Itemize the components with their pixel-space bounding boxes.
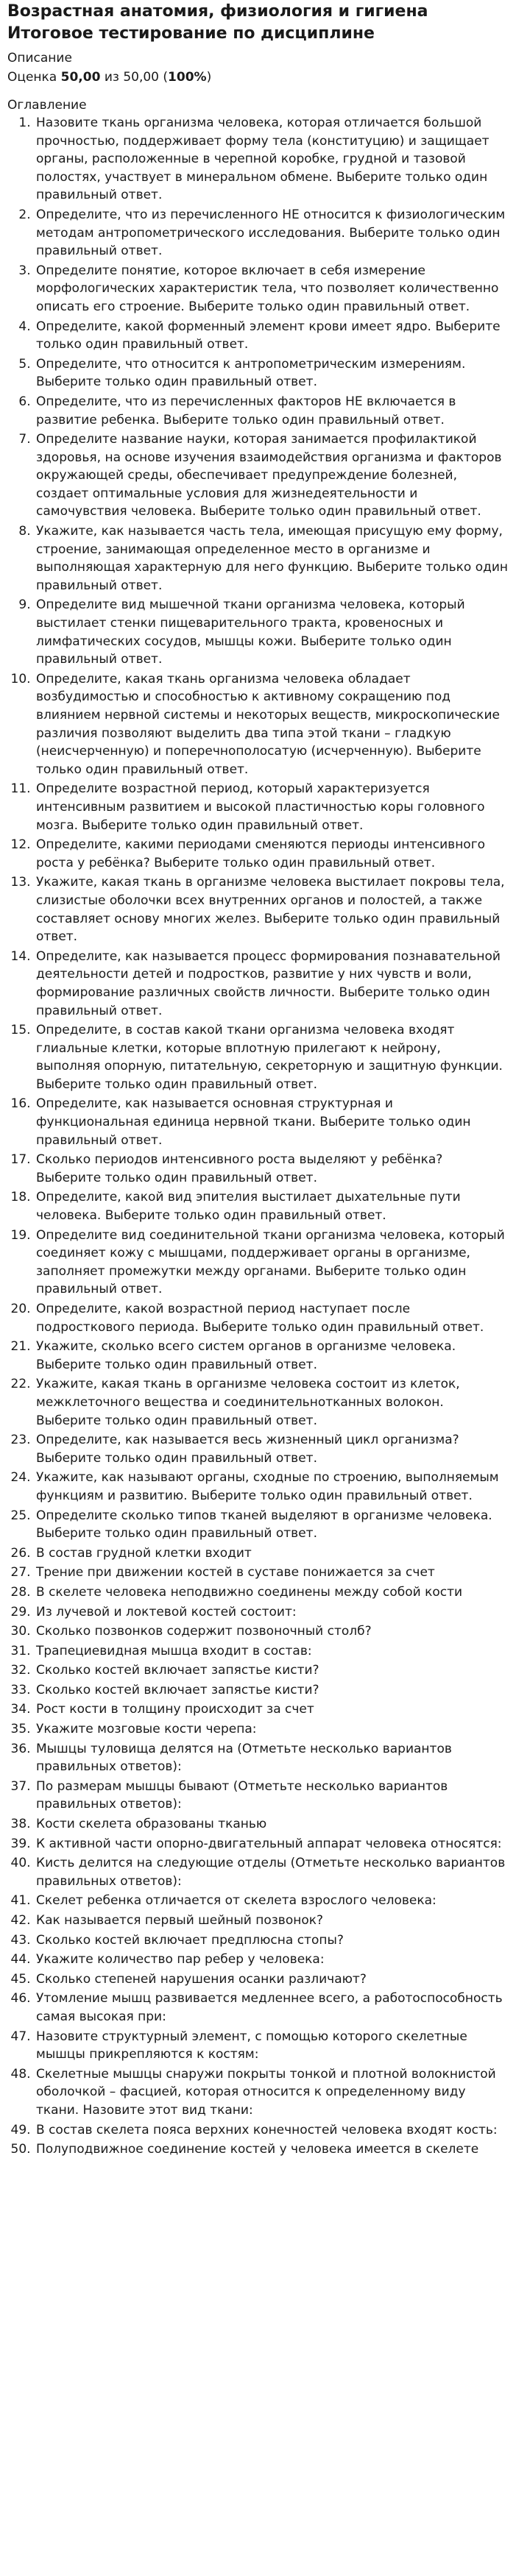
toc-item[interactable]: 17. Сколько периодов интенсивного роста выделяют у ребёнка? Выберите только один правильный ответ.: [35, 1151, 509, 1187]
toc-item[interactable]: 24. Укажите, как называют органы, сходные по строению, выполняемым функциям и развитию. Выберите только один правильный ответ.: [35, 1469, 509, 1505]
toc-list: [7, 114, 509, 2159]
toc-label: Оглавление: [7, 98, 87, 113]
toc-item[interactable]: 1. Назовите ткань организма человека, которая отличается большой прочностью, поддерживает форму тела (конституцию) и защищает органы, расположенные в черепной коробке, грудной и тазовой полостях, участвует в минеральном обмене. Выберите только один правильный ответ.: [35, 114, 509, 205]
toc-item[interactable]: 22. Укажите, какая ткань в организме человека состоит из клеток, межклеточного вещества и соединительнотканных волокон. Выберите только один правильный ответ.: [35, 1375, 509, 1430]
grade-score: 50,00: [60, 70, 101, 85]
toc-item[interactable]: 9. Определите вид мышечной ткани организма человека, который выстилает стенки пищеварительного тракта, кровеносных и лимфатических сосудов, мышцы кожи. Выберите только один правильный ответ.: [35, 596, 509, 668]
toc-item[interactable]: 3. Определите понятие, которое включает в себя измерение морфологических характеристик тела, что позволяет количественно описать его строение. Выберите только один правильный ответ.: [35, 262, 509, 316]
toc-item[interactable]: 41. Скелет ребенка отличается от скелета взрослого человека:: [35, 1892, 509, 1910]
page-title: Возрастная анатомия, физиология и гигиена Итоговое тестирование по дисциплине: [7, 2, 428, 43]
toc-item[interactable]: 45. Сколько степеней нарушения осанки различают?: [35, 1970, 509, 1989]
toc-item[interactable]: 5. Определите, что относится к антропометрическим измерениям. Выберите только один правильный ответ.: [35, 355, 509, 391]
toc-item[interactable]: 11. Определите возрастной период, который характеризуется интенсивным развитием и высокой пластичностью коры головного мозга. Выберите только один правильный ответ.: [35, 780, 509, 834]
toc-item[interactable]: 40. Кисть делится на следующие отделы (Отметьте несколько вариантов правильных ответов):: [35, 1854, 509, 1890]
toc-item[interactable]: 38. Кости скелета образованы тканью: [35, 1815, 509, 1834]
toc-item[interactable]: 48. Скелетные мышцы снаружи покрыты тонкой и плотной волокнистой оболочкой – фасцией, которая относится к определенному виду ткани. Назовите этот вид ткани:: [35, 2065, 509, 2120]
toc-item[interactable]: 25. Определите сколько типов тканей выделяют в организме человека. Выберите только один правильный ответ.: [35, 1507, 509, 1543]
description-label: Описание: [7, 51, 72, 65]
toc-item[interactable]: 12. Определите, какими периодами сменяются периоды интенсивного роста у ребёнка? Выберите только один правильный ответ.: [35, 836, 509, 872]
grade-percent: 100%: [168, 70, 207, 85]
toc-item[interactable]: 27. Трение при движении костей в суставе понижается за счет: [35, 1564, 509, 1582]
toc-item[interactable]: 26. В состав грудной клетки входит: [35, 1544, 509, 1563]
toc-item[interactable]: 42. Как называется первый шейный позвонок?: [35, 1912, 509, 1930]
toc-item[interactable]: 30. Сколько позвонков содержит позвоночный столб?: [35, 1622, 509, 1641]
grade-of: из: [104, 70, 119, 85]
toc-item[interactable]: 37. По размерам мышцы бывают (Отметьте несколько вариантов правильных ответов):: [35, 1778, 509, 1814]
toc-item[interactable]: 4. Определите, какой форменный элемент крови имеет ядро. Выберите только один правильный ответ.: [35, 318, 509, 354]
grade-max: 50,00: [123, 70, 159, 85]
toc-item[interactable]: 16. Определите, как называется основная структурная и функциональная единица нервной ткани. Выберите только один правильный ответ.: [35, 1095, 509, 1149]
grade-line: Оценка 50,00 из 50,00 (100%): [7, 70, 212, 85]
toc-item[interactable]: 7. Определите название науки, которая занимается профилактикой здоровья, на основе изучения взаимодействия организма и факторов окружающей среды, обеспечивает предупреждение болезней, создает оптимальные условия для жизнедеятельности и самочувствия человека. Выберите только один правильный ответ.: [35, 430, 509, 521]
grade-label: Оценка: [7, 70, 57, 85]
toc-item[interactable]: 46. Утомление мышц развивается медленнее всего, а работоспособность самая высокая при:: [35, 1990, 509, 2026]
toc-item[interactable]: 47. Назовите структурный элемент, с помощью которого скелетные мышцы прикрепляются к костям:: [35, 2028, 509, 2064]
toc-item[interactable]: 33. Сколько костей включает запястье кисти?: [35, 1681, 509, 1700]
toc-item[interactable]: 35. Укажите мозговые кости черепа:: [35, 1720, 509, 1739]
toc-item[interactable]: 18. Определите, какой вид эпителия выстилает дыхательные пути человека. Выберите только один правильный ответ.: [35, 1188, 509, 1224]
toc-item[interactable]: 14. Определите, как называется процесс формирования познавательной деятельности детей и подростков, развитие у них чувств и воли, формирование различных свойств личности. Выберите только один правильный ответ.: [35, 948, 509, 1020]
toc-item[interactable]: 34. Рост кости в толщину происходит за счет: [35, 1700, 509, 1719]
toc-item[interactable]: 44. Укажите количество пар ребер у человека:: [35, 1951, 509, 1969]
toc-item[interactable]: 10. Определите, какая ткань организма человека обладает возбудимостью и способностью к активному сокращению под влиянием нервной системы и некоторых веществ, микроскопические различия позволяют выделить два типа этой ткани – гладкую (неисчерченную) и поперечнополосатую (исчерченную). Выберите только один правильный ответ.: [35, 670, 509, 779]
toc-item[interactable]: 32. Сколько костей включает запястье кисти?: [35, 1661, 509, 1680]
toc-item[interactable]: 28. В скелете человека неподвижно соединены между собой кости: [35, 1583, 509, 1602]
toc-item[interactable]: 29. Из лучевой и локтевой костей состоит:: [35, 1603, 509, 1622]
toc-item[interactable]: 23. Определите, как называется весь жизненный цикл организма? Выберите только один правильный ответ.: [35, 1431, 509, 1467]
toc-item[interactable]: 43. Сколько костей включает предплюсна стопы?: [35, 1931, 509, 1950]
toc-item[interactable]: 8. Укажите, как называется часть тела, имеющая присущую ему форму, строение, занимающая определенное место в организме и выполняющая характерную для него функцию. Выберите только один правильный ответ.: [35, 522, 509, 595]
toc-item[interactable]: 20. Определите, какой возрастной период наступает после подросткового периода. Выберите только один правильный ответ.: [35, 1300, 509, 1336]
toc-item[interactable]: 2. Определите, что из перечисленного НЕ относится к физиологическим методам антропометрического исследования. Выберите только один правильный ответ.: [35, 206, 509, 260]
toc-item[interactable]: 36. Мышцы туловища делятся на (Отметьте несколько вариантов правильных ответов):: [35, 1740, 509, 1776]
toc-item[interactable]: 49. В состав скелета пояса верхних конечностей человека входят кость:: [35, 2121, 509, 2140]
toc-item[interactable]: 19. Определите вид соединительной ткани организма человека, который соединяет кожу с мышцами, поддерживает органы в организме, заполняет промежутки между органами. Выберите только один правильный ответ.: [35, 1227, 509, 1299]
toc-item[interactable]: 21. Укажите, сколько всего систем органов в организме человека. Выберите только один правильный ответ.: [35, 1338, 509, 1374]
toc-item[interactable]: 50. Полуподвижное соединение костей у человека имеется в скелете: [35, 2140, 509, 2159]
toc-item[interactable]: 6. Определите, что из перечисленных факторов НЕ включается в развитие ребенка. Выберите только один правильный ответ.: [35, 393, 509, 429]
toc-item[interactable]: 13. Укажите, какая ткань в организме человека выстилает покровы тела, слизистые оболочки всех внутренних органов и полостей, а также составляет основу многих желез. Выберите только один правильный ответ.: [35, 873, 509, 945]
toc-item[interactable]: 15. Определите, в состав какой ткани организма человека входят глиальные клетки, которые вплотную прилегают к нейрону, выполняя опорную, питательную, секреторную и защитную функции. Выберите только один правильный ответ.: [35, 1021, 509, 1093]
toc-item[interactable]: 31. Трапециевидная мышца входит в состав:: [35, 1642, 509, 1661]
toc-item[interactable]: 39. К активной части опорно-двигательный аппарат человека относятся:: [35, 1835, 509, 1853]
